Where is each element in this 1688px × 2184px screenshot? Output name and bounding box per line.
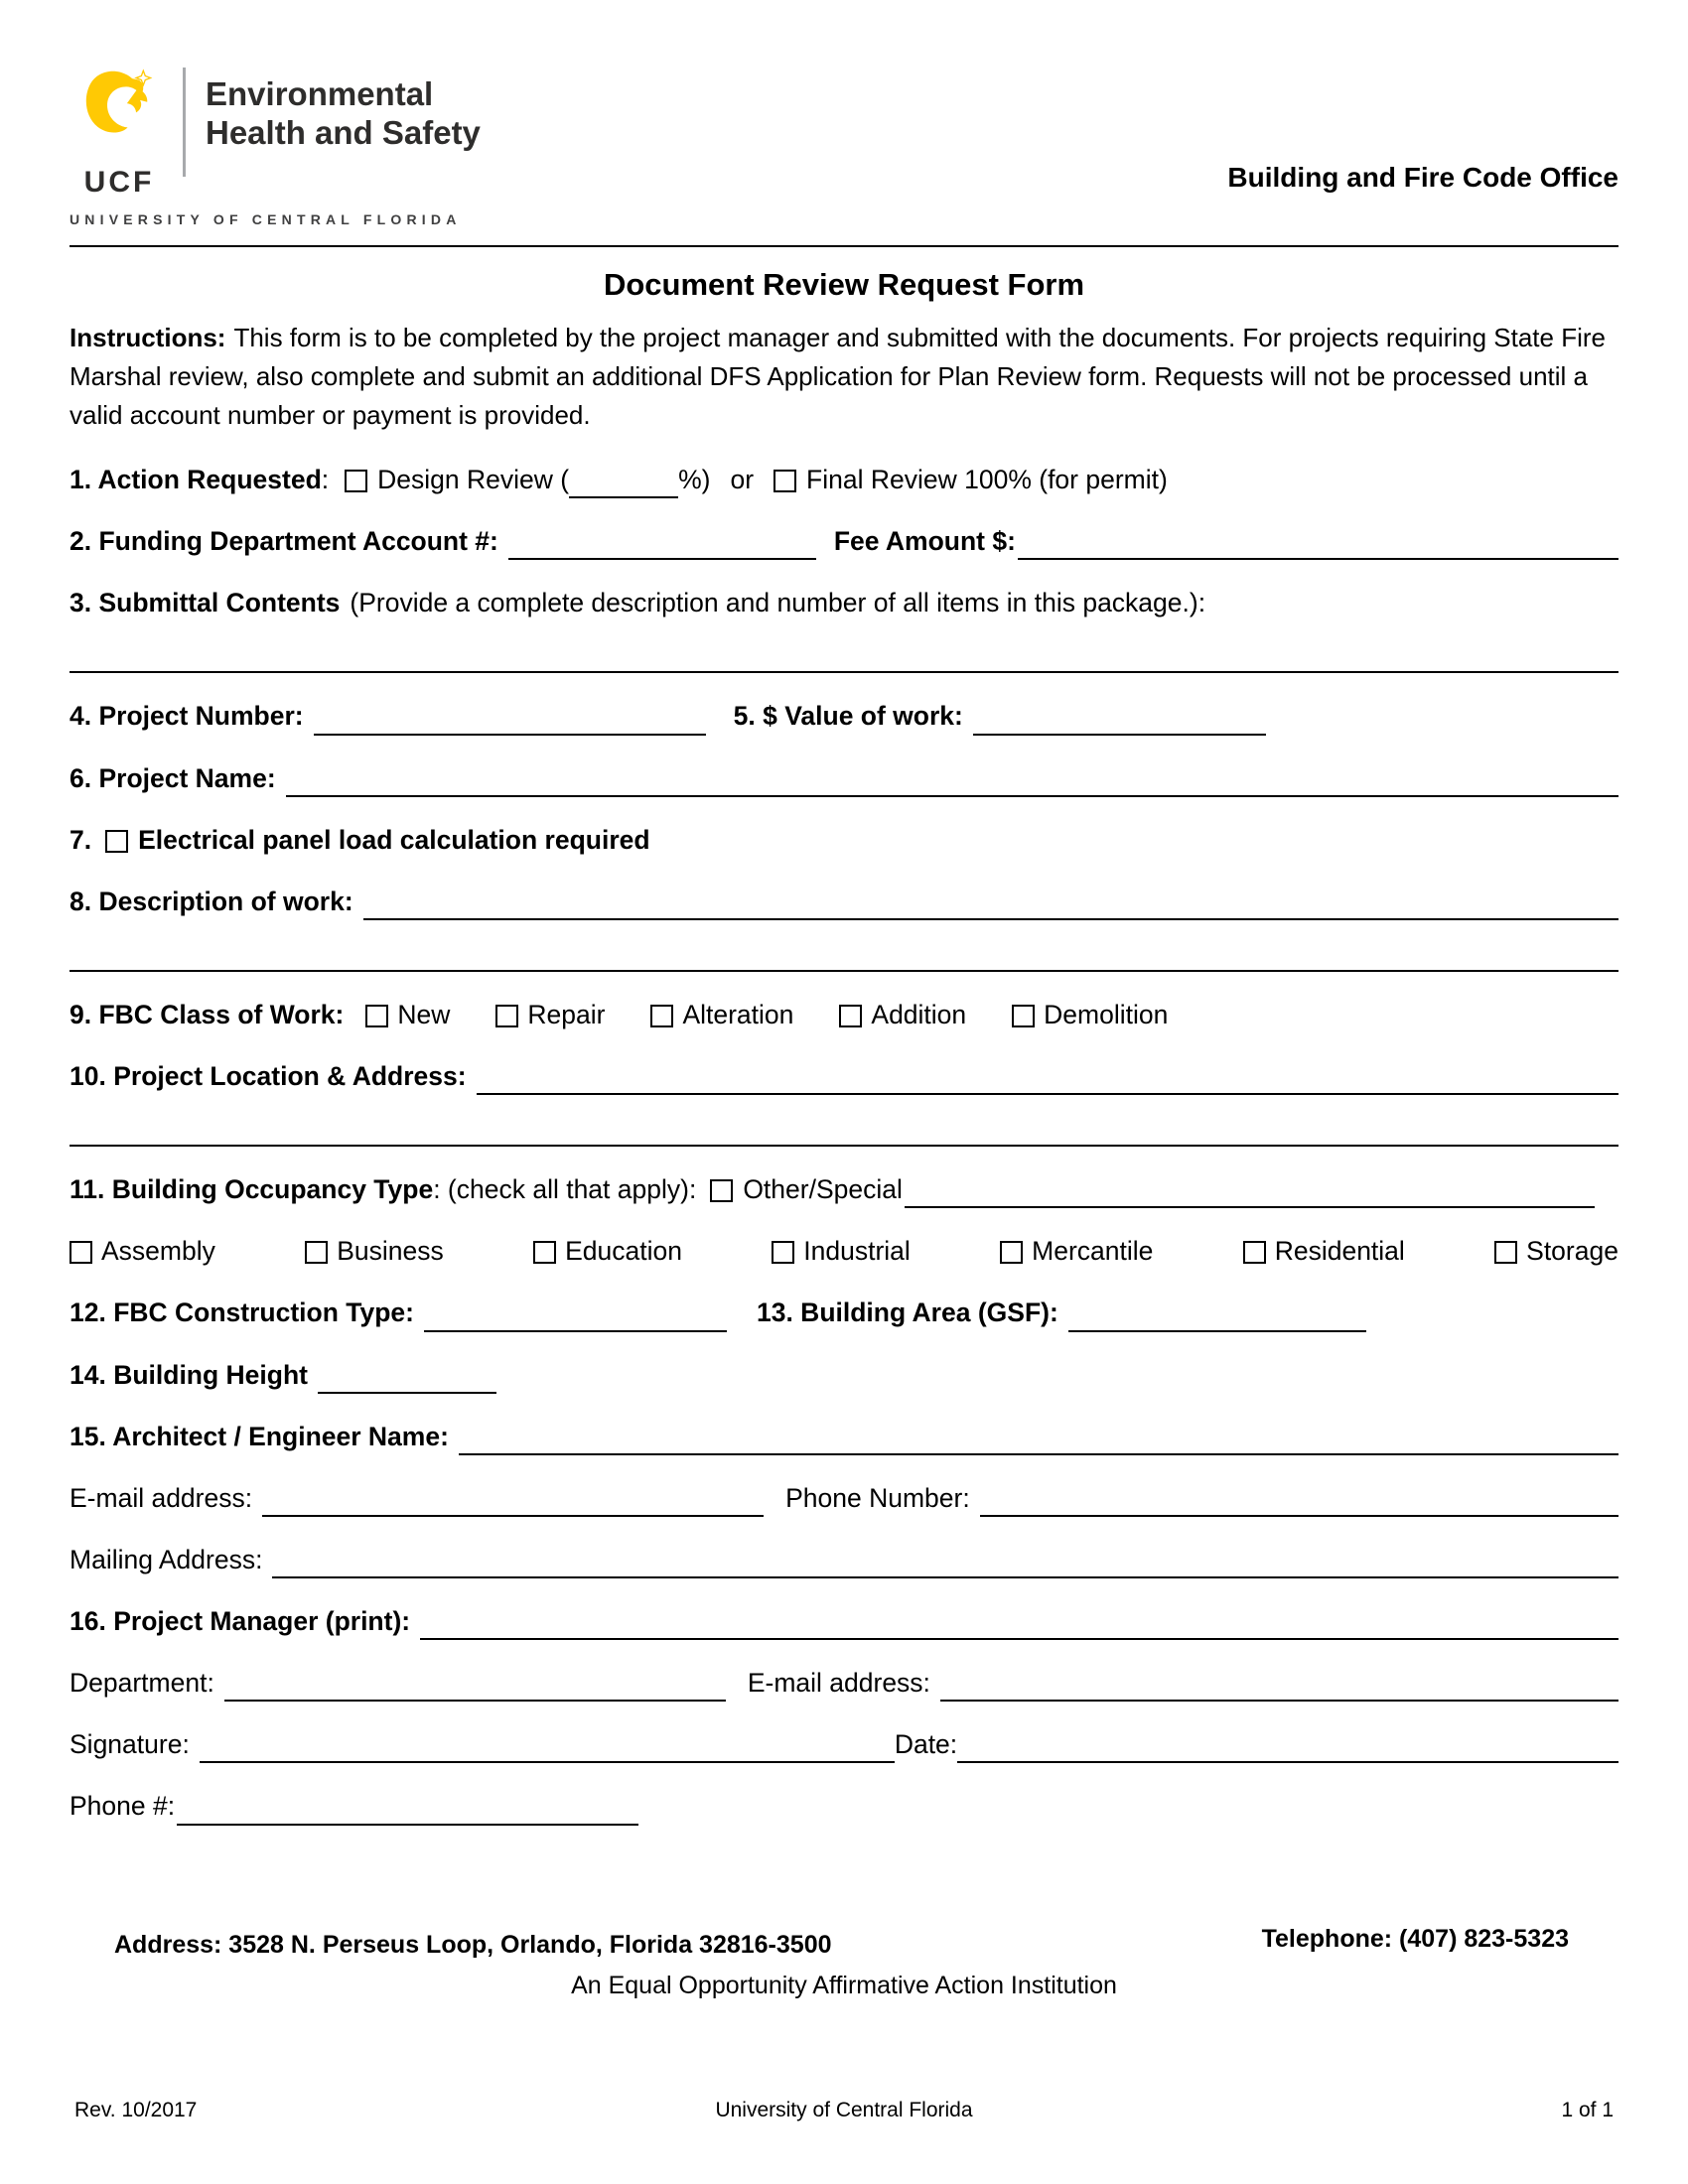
occupancy-option-industrial (772, 1235, 911, 1268)
project-name-label: 6. Project Name: (70, 762, 276, 793)
pm-email-label: E-mail address: (747, 1668, 930, 1699)
occupancy-option-mercantile (1000, 1235, 1153, 1268)
occupancy-other-checkbox[interactable] (710, 1179, 733, 1202)
mailing-address-label: Mailing Address: (70, 1544, 263, 1574)
fbc-repair-label: Repair (527, 999, 606, 1029)
building-height-label: 14. Building Height (70, 1359, 308, 1390)
fbc-addition-checkbox[interactable] (839, 1005, 862, 1027)
ucf-ehs-logo (70, 66, 481, 227)
architect-email-label: E-mail address: (70, 1482, 253, 1513)
row-project-name (70, 762, 1618, 795)
pm-email-input[interactable] (940, 1700, 1618, 1702)
office-telephone: Telephone: (407) 823-5323 (1261, 1925, 1569, 1953)
design-review-checkbox[interactable] (345, 470, 367, 492)
row-project-number (70, 700, 1618, 733)
architect-phone-label: Phone Number: (785, 1482, 970, 1513)
fbc-option-addition (839, 999, 966, 1031)
instructions-label: Instructions: (70, 323, 226, 352)
electrical-panel-number: 7. (70, 824, 92, 855)
row-action-requested (70, 464, 1618, 496)
occupancy-education-checkbox[interactable] (533, 1241, 556, 1264)
occupancy-business-checkbox[interactable] (305, 1241, 328, 1264)
fbc-demolition-checkbox[interactable] (1012, 1005, 1035, 1027)
page-number: 1 of 1 (1561, 2099, 1614, 2121)
project-location-input-2[interactable] (70, 1145, 1618, 1147)
project-name-input[interactable] (286, 795, 1618, 797)
logo-dept-line2: Health and Safety (206, 113, 481, 151)
office-address: Address: 3528 N. Perseus Loop, Orlando, Florida 32816-3500 (114, 1931, 832, 1959)
electrical-panel-checkbox[interactable] (105, 830, 128, 853)
electrical-panel-label: Electrical panel load calculation required (138, 824, 650, 855)
page-header (70, 66, 1618, 227)
row-occupancy-options (70, 1235, 1618, 1268)
fee-amount-label: Fee Amount $: (833, 526, 1016, 557)
occupancy-residential-label: Residential (1274, 1236, 1405, 1267)
row-pm-phone (70, 1790, 1618, 1823)
occupancy-assembly-label: Assembly (101, 1236, 215, 1267)
instructions-text: This form is to be completed by the project manager and submitted with the documents. For projects requiring State Fire Marshal review, also complete and submit an additional DFS Application for Plan Review form. Requests will not be processed until a valid account number or payment is provided. (70, 323, 1606, 430)
occupancy-option-assembly (70, 1235, 215, 1268)
pm-phone-input[interactable] (177, 1824, 638, 1826)
value-of-work-input[interactable] (973, 734, 1266, 736)
row-electrical-panel (70, 824, 1618, 857)
date-label: Date: (894, 1729, 958, 1760)
mailing-address-input[interactable] (272, 1576, 1618, 1578)
submittal-contents-label: 3. Submittal Contents (70, 588, 341, 618)
occupancy-option-education (533, 1235, 682, 1268)
fbc-demolition-label: Demolition (1044, 999, 1169, 1029)
project-number-label: 4. Project Number: (70, 701, 304, 732)
submittal-contents-hint: (Provide a complete description and number of all items in this package.): (350, 588, 1206, 618)
occupancy-option-residential (1243, 1235, 1405, 1268)
occupancy-industrial-checkbox[interactable] (772, 1241, 794, 1264)
revision-date: Rev. 10/2017 (74, 2099, 198, 2121)
building-area-label: 13. Building Area (GSF): (756, 1297, 1058, 1328)
row-architect-name (70, 1421, 1618, 1453)
final-review-checkbox[interactable] (774, 470, 796, 492)
row-occupancy-type (70, 1173, 1618, 1206)
occupancy-industrial-label: Industrial (803, 1236, 911, 1267)
architect-email-input[interactable] (262, 1515, 764, 1517)
project-location-label: 10. Project Location & Address: (70, 1061, 467, 1091)
occupancy-other-label: Other/Special (743, 1174, 903, 1205)
project-location-input[interactable] (477, 1093, 1618, 1095)
fbc-alteration-label: Alteration (682, 999, 794, 1029)
occupancy-storage-checkbox[interactable] (1494, 1241, 1517, 1264)
project-manager-input[interactable] (420, 1638, 1618, 1640)
architect-phone-input[interactable] (980, 1515, 1618, 1517)
row-construction-type (70, 1297, 1618, 1329)
row-architect-contact (70, 1482, 1618, 1515)
occupancy-type-label: 11. Building Occupancy Type (70, 1174, 434, 1205)
fbc-option-alteration (650, 999, 793, 1031)
fbc-option-new (365, 999, 450, 1031)
construction-type-input[interactable] (424, 1330, 727, 1332)
logo-divider (183, 68, 186, 177)
occupancy-education-label: Education (565, 1236, 682, 1267)
design-review-suffix: %) (678, 465, 711, 494)
design-review-percent-input[interactable] (569, 496, 678, 498)
occupancy-type-hint: : (check all that apply): (433, 1174, 697, 1205)
funding-account-input[interactable] (508, 558, 816, 560)
occupancy-assembly-checkbox[interactable] (70, 1241, 92, 1264)
architect-name-input[interactable] (459, 1453, 1618, 1455)
occupancy-other-input[interactable] (905, 1206, 1595, 1208)
final-review-label: Final Review 100% (for permit) (806, 465, 1168, 494)
construction-type-label: 12. FBC Construction Type: (70, 1297, 414, 1328)
occupancy-mercantile-checkbox[interactable] (1000, 1241, 1023, 1264)
building-area-input[interactable] (1068, 1330, 1366, 1332)
description-of-work-input-2[interactable] (70, 970, 1618, 972)
occupancy-option-storage (1494, 1235, 1618, 1268)
occupancy-storage-label: Storage (1526, 1236, 1618, 1267)
row-signature (70, 1728, 1618, 1761)
project-manager-label: 16. Project Manager (print): (70, 1606, 411, 1636)
signature-input[interactable] (200, 1761, 895, 1763)
pm-department-label: Department: (70, 1668, 214, 1699)
fee-amount-input[interactable] (1018, 558, 1618, 560)
occupancy-option-business (305, 1235, 444, 1268)
fbc-alteration-checkbox[interactable] (650, 1005, 673, 1027)
action-requested-label: 1. Action Requested (70, 465, 322, 494)
fbc-new-label: New (397, 999, 451, 1029)
row-submittal-contents (70, 587, 1618, 619)
row-project-location (70, 1060, 1618, 1093)
row-funding-account (70, 525, 1618, 558)
building-height-input[interactable] (318, 1392, 496, 1394)
eeo-statement: An Equal Opportunity Affirmative Action Institution (571, 1972, 1117, 1999)
ucf-pegasus-icon (78, 66, 160, 162)
design-review-label: Design Review ( (377, 465, 570, 494)
row-project-manager (70, 1605, 1618, 1638)
occupancy-residential-checkbox[interactable] (1243, 1241, 1266, 1264)
row-pm-department (70, 1667, 1618, 1700)
fbc-option-demolition (1012, 999, 1168, 1031)
pm-phone-label: Phone #: (70, 1791, 176, 1822)
submittal-contents-input[interactable] (70, 671, 1618, 673)
logo-dept-line1: Environmental (206, 75, 434, 112)
project-number-input[interactable] (314, 734, 706, 736)
instructions-paragraph (70, 319, 1618, 435)
row-building-height (70, 1359, 1618, 1392)
funding-account-label: 2. Funding Department Account #: (70, 526, 498, 557)
action-requested-colon: : (321, 465, 330, 494)
row-mailing-address (70, 1544, 1618, 1576)
pm-department-input[interactable] (224, 1700, 726, 1702)
logo-university-line: UNIVERSITY OF CENTRAL FLORIDA (70, 211, 462, 227)
date-input[interactable] (957, 1761, 1618, 1763)
value-of-work-label: 5. $ Value of work: (733, 701, 963, 732)
description-of-work-label: 8. Description of work: (70, 886, 353, 916)
fbc-addition-label: Addition (871, 999, 967, 1029)
header-rule (70, 245, 1618, 247)
university-name: University of Central Florida (715, 2099, 973, 2121)
office-title: Building and Fire Code Office (1227, 162, 1618, 193)
fbc-class-label: 9. FBC Class of Work: (70, 999, 345, 1029)
fbc-new-checkbox[interactable] (365, 1005, 388, 1027)
signature-label: Signature: (70, 1729, 190, 1760)
fbc-repair-checkbox[interactable] (495, 1005, 518, 1027)
occupancy-business-label: Business (337, 1236, 444, 1267)
fbc-option-repair (495, 999, 605, 1031)
occupancy-mercantile-label: Mercantile (1032, 1236, 1154, 1267)
row-description-of-work (70, 886, 1618, 918)
architect-name-label: 15. Architect / Engineer Name: (70, 1421, 449, 1451)
description-of-work-input[interactable] (363, 918, 1618, 920)
row-fbc-class-of-work (70, 999, 1618, 1031)
action-or-text: or (730, 465, 755, 494)
page-meta-row (74, 2099, 1614, 2122)
page-footer (70, 1925, 1618, 2000)
form-title: Document Review Request Form (603, 267, 1085, 302)
ucf-acronym: UCF (83, 166, 155, 199)
